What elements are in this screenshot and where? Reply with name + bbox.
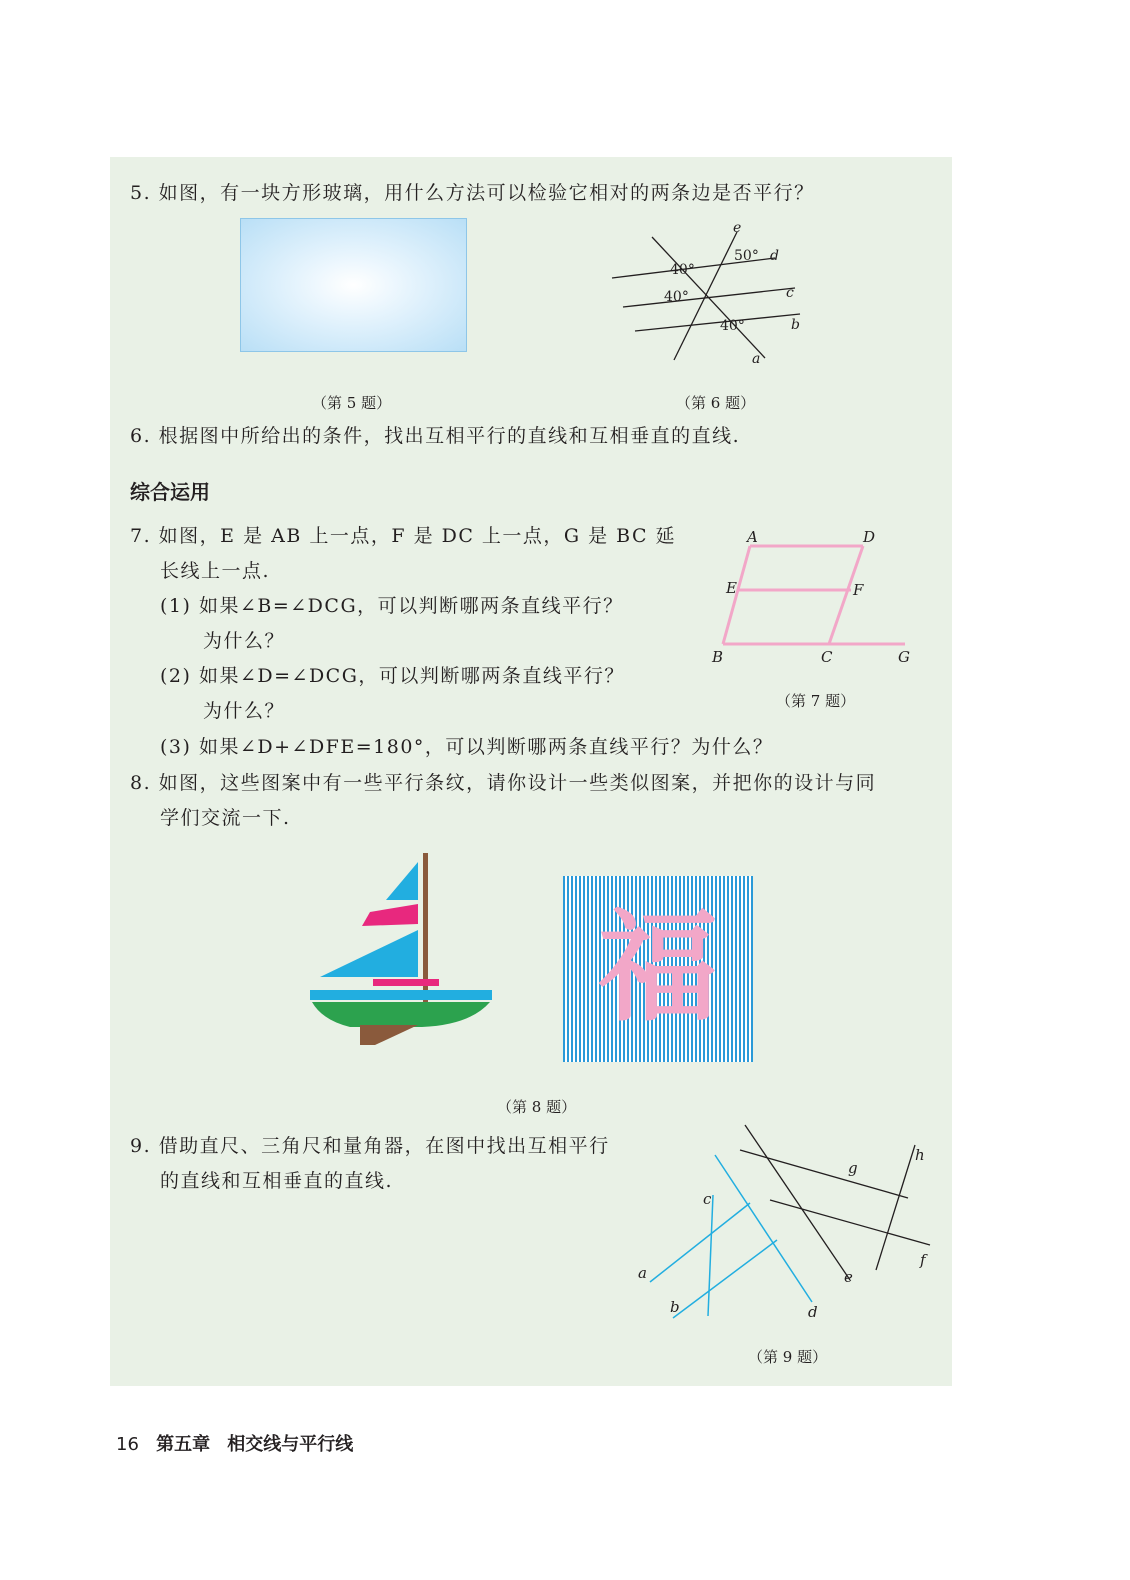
figure-9-lines <box>630 1120 940 1330</box>
label-G: G <box>898 648 910 666</box>
question-7-part-2-why: 为什么？ <box>203 700 286 722</box>
line-g <box>740 1150 908 1198</box>
question-7-line-1: 7. 如图，E 是 AB 上一点，F 是 DC 上一点，G 是 BC 延 <box>130 525 677 547</box>
line-e <box>745 1125 850 1280</box>
label-b: b <box>670 1298 680 1316</box>
section-title: 综合运用 <box>130 480 210 504</box>
question-7-part-1: (1) 如果∠B=∠DCG，可以判断哪两条直线平行？ <box>160 595 624 617</box>
label-D: D <box>863 528 876 546</box>
line-d <box>715 1155 812 1302</box>
question-7-part-1-why: 为什么？ <box>203 630 286 652</box>
label-a: a <box>752 351 761 367</box>
label-d: d <box>770 248 779 264</box>
label-f: f <box>920 1251 926 1269</box>
angle-40-lower: 40° <box>720 318 745 334</box>
label-b: b <box>791 317 800 333</box>
figure-5-caption: （第 5 题） <box>312 394 392 412</box>
angle-40-mid: 40° <box>664 289 689 305</box>
question-9-line-2: 的直线和互相垂直的直线. <box>160 1170 394 1192</box>
label-B: B <box>712 648 724 666</box>
label-C: C <box>821 648 833 666</box>
page-number: 16 <box>116 1434 139 1455</box>
figure-8-caption: （第 8 题） <box>497 1098 577 1116</box>
line-h <box>876 1145 915 1270</box>
label-E: E <box>726 579 737 597</box>
page-footer <box>116 1430 353 1456</box>
angle-40-upper: 40° <box>670 262 695 278</box>
chapter-number: 第五章 <box>156 1434 211 1455</box>
label-e: e <box>844 1268 853 1286</box>
line-a <box>650 1203 750 1282</box>
question-9-line-1: 9. 借助直尺、三角尺和量角器，在图中找出互相平行 <box>130 1135 610 1157</box>
figure-7-parallelogram <box>705 522 920 672</box>
label-A: A <box>747 528 758 546</box>
question-6-text: 6. 根据图中所给出的条件，找出互相平行的直线和互相垂直的直线. <box>130 425 741 447</box>
label-g: g <box>848 1159 858 1177</box>
question-5-text: 5. 如图，有一块方形玻璃，用什么方法可以检验它相对的两条边是否平行？ <box>130 182 815 204</box>
label-F: F <box>853 581 864 599</box>
fu-character: 福 <box>598 899 718 1038</box>
line-b <box>635 314 800 331</box>
line-c <box>708 1195 713 1316</box>
label-d: d <box>808 1303 818 1321</box>
figure-7-caption: （第 7 题） <box>776 692 856 710</box>
line-f <box>770 1200 930 1245</box>
label-a: a <box>638 1264 647 1282</box>
question-7-part-3: (3) 如果∠D+∠DFE=180°，可以判断哪两条直线平行？为什么？ <box>160 736 774 758</box>
question-8-line-2: 学们交流一下. <box>160 807 291 829</box>
label-h: h <box>915 1146 925 1164</box>
fu-pattern-figure <box>563 876 753 1062</box>
figure-6-caption: （第 6 题） <box>676 394 756 412</box>
label-c: c <box>786 285 794 301</box>
figure-9-caption: （第 9 题） <box>748 1348 828 1366</box>
question-8-line-1: 8. 如图，这些图案中有一些平行条纹，请你设计一些类似图案，并把你的设计与同 <box>130 772 877 794</box>
angle-50: 50° <box>734 248 759 264</box>
label-e: e <box>733 220 742 236</box>
label-c: c <box>703 1190 712 1208</box>
glass-pane-figure <box>240 218 467 352</box>
line-c <box>623 288 795 307</box>
chapter-title: 相交线与平行线 <box>227 1434 354 1455</box>
figure-6-lines <box>600 220 820 380</box>
question-7-line-2: 长线上一点. <box>160 560 271 582</box>
question-7-part-2: (2) 如果∠D=∠DCG，可以判断哪两条直线平行？ <box>160 665 625 687</box>
sailboat-figure <box>300 850 500 1050</box>
